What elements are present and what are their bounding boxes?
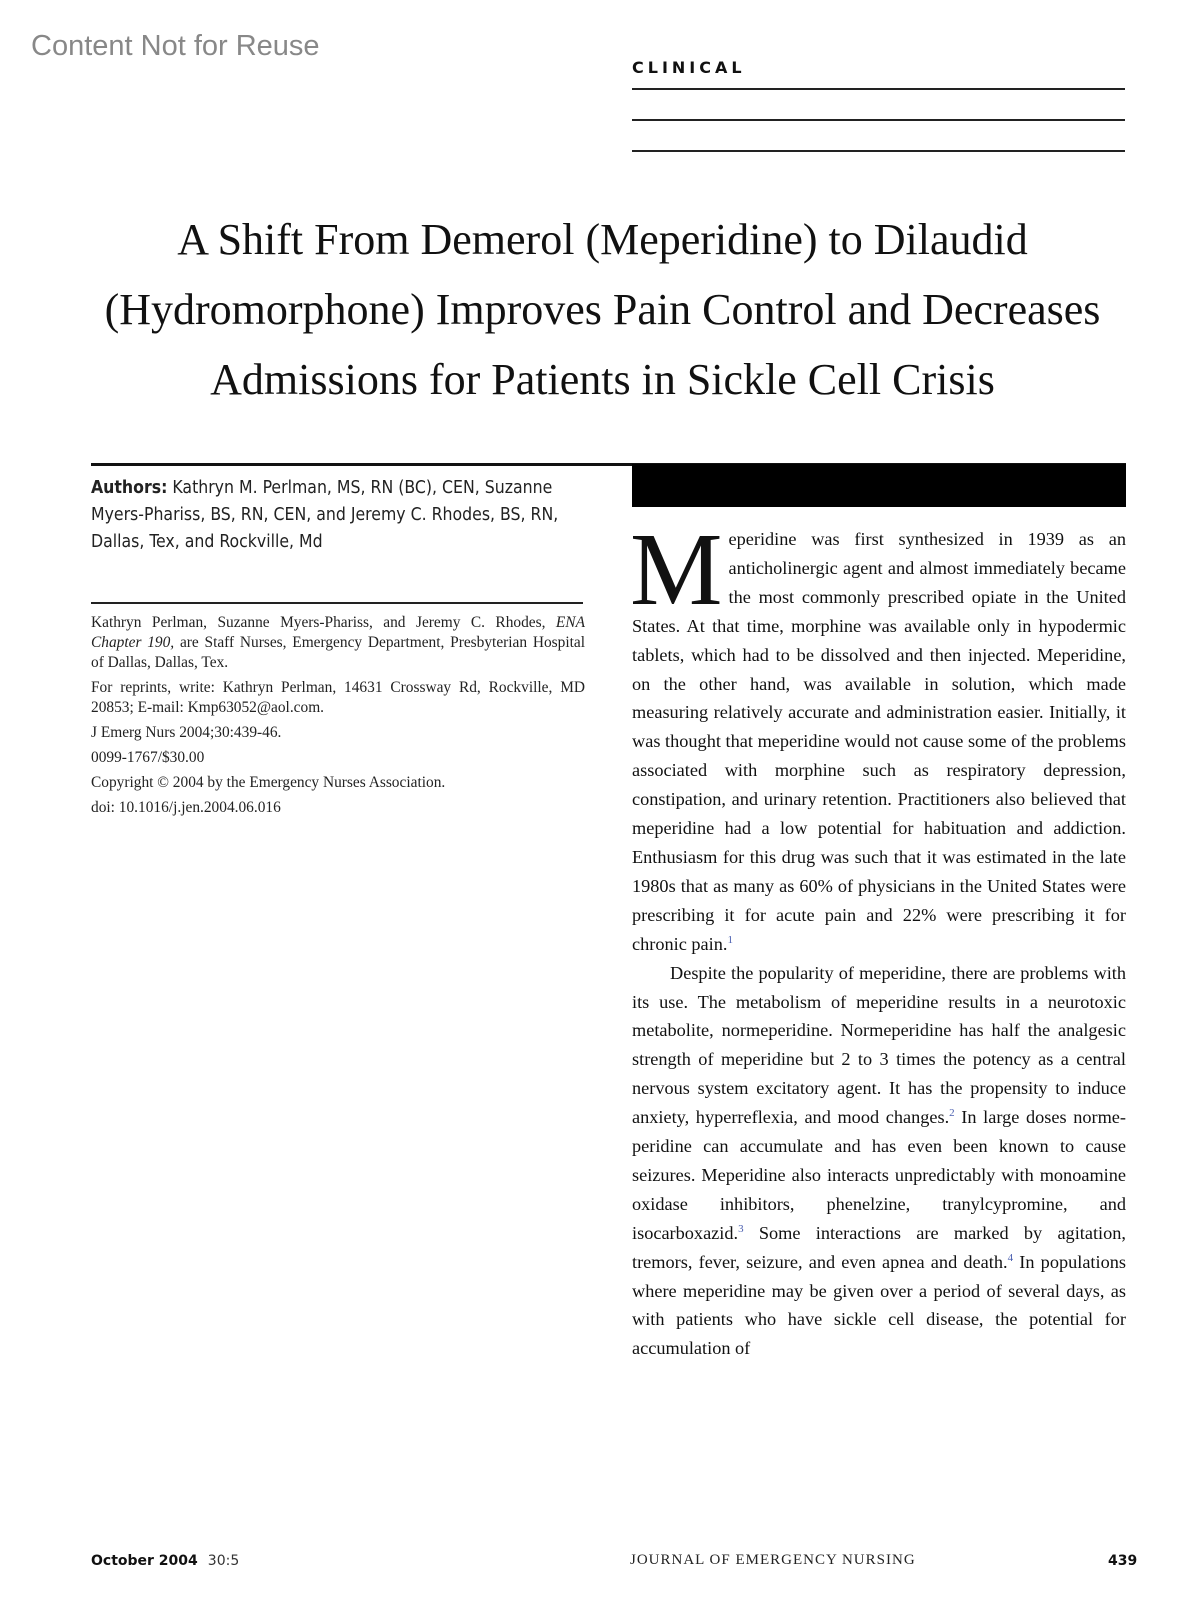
authors-label: Authors: xyxy=(91,478,168,498)
paragraph-text: In populations where meperidine may be given over a period of several days, as with patients who have sickle cell disease, the potential for accumulation of xyxy=(632,1251,1126,1359)
issn: 0099-1767/$30.00 xyxy=(91,749,205,766)
issue-volume: 30:5 xyxy=(207,1553,240,1569)
section-label: CLINICAL xyxy=(632,58,746,77)
paragraph-text: Despite the popularity of meperidine, there are problems with its use. The metabolism of meperidine results in a neurotoxic metabolite, normeperidine. Normeperidine has half the analgesic strength of meperidine but 2 to 3 times the potency as a central nervous system excitatory agent. It has the propensity to induce anxiety, hyperreflexia, and mood changes. xyxy=(632,962,1126,1128)
reprints-note: For reprints, write: Kathryn Perlman, 14631 Crossway Rd, Rockville, MD 20853; E-mail: Kmp63052@aol.com. xyxy=(91,679,585,716)
title-line: Admissions for Patients in Sickle Cell Crisis xyxy=(210,355,995,404)
reference-link[interactable]: 1 xyxy=(727,933,733,946)
footer-date xyxy=(91,1553,239,1569)
affiliation-block xyxy=(91,613,585,823)
reference-link[interactable]: 2 xyxy=(949,1107,955,1120)
paragraph-text: eperidine was first synthesized in 1939 as an anticholinergic agent and almost immediately became the most commonly prescribed opiate in the United States. At that time, morphine was available only in hypodermic tablets, which had to be dissolved and then injected. Meperidine, on the other hand, was available in solution, which made measuring relatively accurate and administration easier. Initially, it was thought that meperidine would not cause some of the problems associated with morphine such as respiratory depression, constipation, and urinary retention. Practitioners also believed that meperidine had a low potential for habituation and addiction. Enthusiasm for this drug was such that it was estimated in the late 1980s that as many as 60% of physicians in the United States were prescribing it for acute pain and 22% were prescribing it for chronic pain. xyxy=(632,529,1126,954)
watermark: Content Not for Reuse xyxy=(31,30,320,62)
reference-link[interactable]: 3 xyxy=(738,1222,744,1235)
header-rule-2 xyxy=(632,119,1125,121)
header-rule-1 xyxy=(632,88,1125,90)
authors-block xyxy=(91,475,591,556)
copyright: Copyright © 2004 by the Emergency Nurses Association. xyxy=(91,774,446,791)
header-rule-3 xyxy=(632,150,1125,152)
drop-cap: M xyxy=(630,512,723,627)
paragraph-text: In large doses normeperidine can accumulate and has even been known to cause seizures. Meperidine also interacts unpredictably with monoamine oxidase inhibitors, phenelzine, tranylcypromine, and isocarboxazid. xyxy=(632,1107,1127,1243)
affiliation-names: Kathryn Perlman, Suzanne Myers-Phariss, and Jeremy C. Rhodes, xyxy=(91,614,546,631)
authors-text: Kathryn M. Perlman, MS, RN (BC), CEN, Suzanne Myers-Phariss, BS, RN, CEN, and Jeremy C. Rhodes, BS, RN, Dallas, Tex, and Rockville, Md xyxy=(91,478,559,552)
affiliation-chapter: ENA Chapter 190, xyxy=(91,614,585,651)
title-line: A Shift From Demerol (Meperidine) to Dilaudid xyxy=(177,215,1028,264)
journal-name: JOURNAL OF EMERGENCY NURSING xyxy=(630,1552,916,1568)
body-paragraph-2 xyxy=(632,959,1126,1364)
article-title xyxy=(80,205,1125,415)
doi: doi: 10.1016/j.jen.2004.06.016 xyxy=(91,799,281,816)
page-number: 439 xyxy=(1108,1553,1138,1569)
title-line: (Hydromorphone) Improves Pain Control and Decreases xyxy=(104,285,1101,334)
paragraph-text: Some interactions are marked by agitation, tremors, fever, seizure, and even apnea and death. xyxy=(632,1222,1126,1272)
column-header-bar xyxy=(632,464,1126,507)
issue-date: October 2004 xyxy=(91,1553,198,1569)
article-body xyxy=(630,512,1127,1363)
affiliation-divider xyxy=(91,602,583,604)
citation: J Emerg Nurs 2004;30:439-46. xyxy=(91,724,282,741)
affiliation-note xyxy=(91,613,585,673)
affiliation-rest: are Staff Nurses, Emergency Department, Presbyterian Hospital of Dallas, Dallas, Tex. xyxy=(91,634,586,671)
body-paragraph-1 xyxy=(630,512,1126,959)
reference-link[interactable]: 4 xyxy=(1007,1251,1014,1264)
